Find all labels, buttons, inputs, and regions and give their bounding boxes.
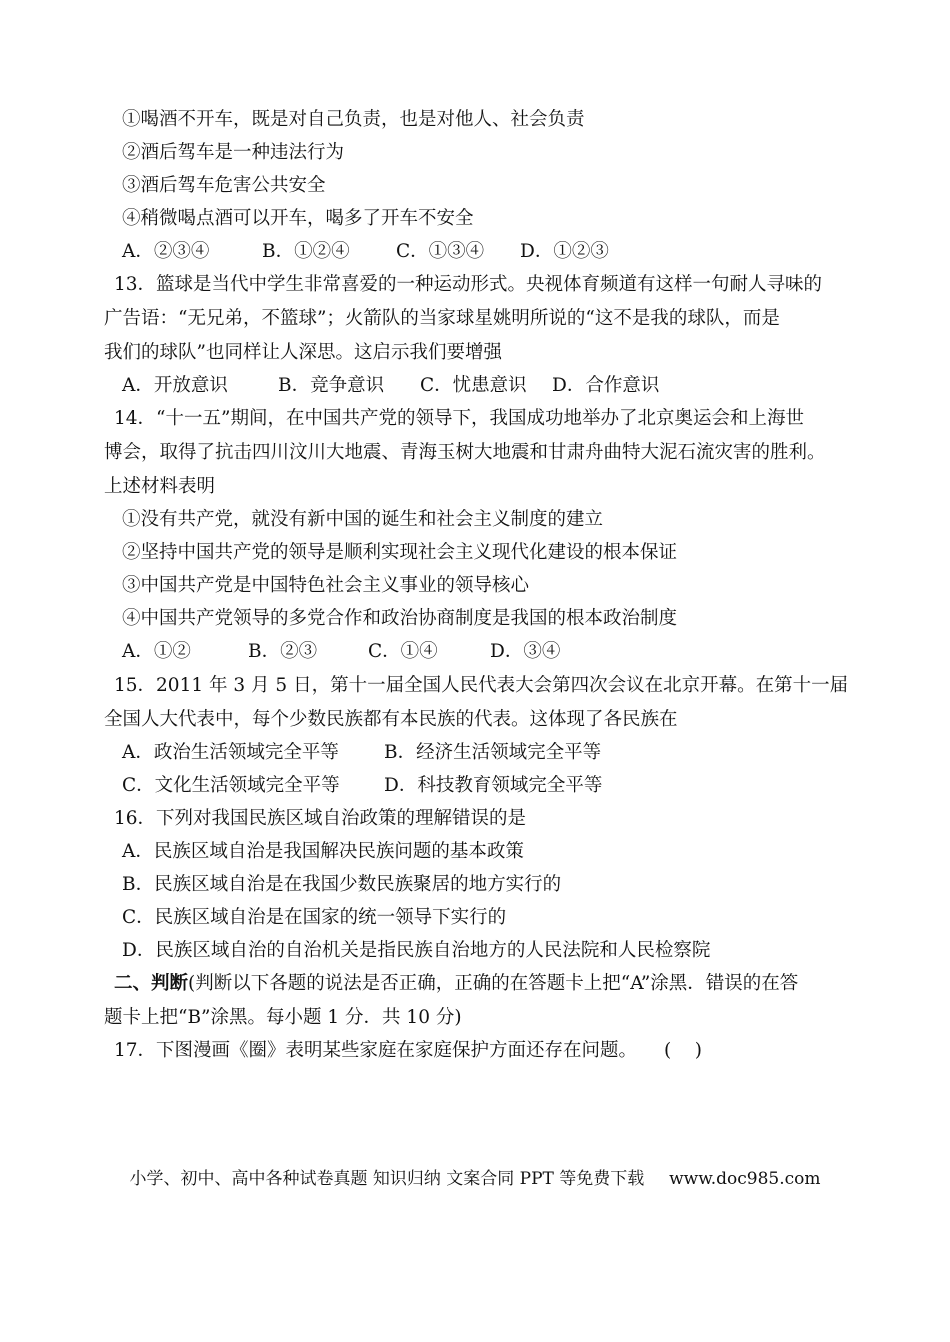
q15-option-c: C．文化生活领域完全平等 — [122, 775, 340, 796]
q14-statement-2: ②坚持中国共产党的领导是顺利实现社会主义现代化建设的根本保证 — [122, 542, 678, 563]
q16-option-a: A．民族区域自治是我国解决民族问题的基本政策 — [122, 841, 524, 862]
q14-line-2: 博会，取得了抗击四川汶川大地震、青海玉树大地震和甘肃舟曲特大泥石流灾害的胜利。 — [104, 442, 826, 463]
q17-line — [114, 1034, 702, 1067]
q13-line-2: 广告语：“无兄弟，不篮球”；火箭队的当家球星姚明所说的“这不是我的球队，而是 — [104, 308, 780, 329]
footer — [0, 1164, 950, 1194]
q12-option-c: C．①③④ — [396, 241, 485, 262]
section-2-heading: 二、判断 — [114, 973, 189, 994]
q12-statement-3: ③酒后驾车危害公共安全 — [122, 175, 326, 196]
q13-option-b: B．竞争意识 — [278, 375, 385, 396]
q13-line-1: 13．篮球是当代中学生非常喜爱的一种运动形式。央视体育频道有这样一句耐人寻味的 — [114, 274, 823, 295]
q14-option-c: C．①④ — [368, 641, 438, 662]
q12-statement-1: ①喝酒不开车，既是对自己负责，也是对他人、社会负责 — [122, 109, 585, 130]
q14-statement-1: ①没有共产党，就没有新中国的诞生和社会主义制度的建立 — [122, 509, 604, 530]
footer-text: 小学、初中、高中各种试卷真题 知识归纳 文案合同 PPT 等免费下载 — [129, 1169, 645, 1189]
q16-option-b: B．民族区域自治是在我国少数民族聚居的地方实行的 — [122, 874, 562, 895]
q12-statement-4: ④稍微喝点酒可以开车，喝多了开车不安全 — [122, 208, 474, 229]
q13-option-a: A．开放意识 — [122, 375, 228, 396]
q14-option-a: A．①② — [122, 641, 191, 662]
q12-option-a: A．②③④ — [122, 241, 210, 262]
q13-option-c: C．忧患意识 — [420, 375, 527, 396]
q14-statement-3: ③中国共产党是中国特色社会主义事业的领导核心 — [122, 575, 530, 596]
q12-option-b: B．①②④ — [262, 241, 350, 262]
q15-option-a: A．政治生活领域完全平等 — [122, 742, 339, 763]
q17-answer-parentheses: ( ) — [664, 1040, 702, 1061]
q14-line-3: 上述材料表明 — [104, 476, 216, 497]
q16-option-c: C．民族区域自治是在国家的统一领导下实行的 — [122, 907, 507, 928]
q12-option-d: D．①②③ — [520, 241, 609, 262]
q15-option-d: D．科技教育领域完全平等 — [384, 775, 603, 796]
q13-line-3: 我们的球队”也同样让人深思。这启示我们要增强 — [104, 342, 502, 363]
q14-option-b: B．②③ — [248, 641, 318, 662]
section-2-instruction-line-1 — [114, 967, 798, 1000]
q17-text: 17．下图漫画《圈》表明某些家庭在家庭保护方面还存在问题。 — [114, 1040, 638, 1061]
q12-statement-2: ②酒后驾车是一种违法行为 — [122, 142, 345, 163]
footer-url: www.doc985.com — [669, 1169, 821, 1189]
q14-option-d: D．③④ — [490, 641, 561, 662]
q16-option-d: D．民族区域自治的自治机关是指民族自治地方的人民法院和人民检察院 — [122, 940, 711, 961]
q14-line-1: 14．“十一五”期间，在中国共产党的领导下，我国成功地举办了北京奥运会和上海世 — [114, 408, 804, 429]
section-2-instruction-text: (判断以下各题的说法是否正确，正确的在答题卡上把“A”涂黑．错误的在答 — [188, 973, 799, 994]
q15-option-b: B．经济生活领域完全平等 — [384, 742, 602, 763]
q13-option-d: D．合作意识 — [552, 375, 660, 396]
q15-line-1: 15．2011 年 3 月 5 日，第十一届全国人民代表大会第四次会议在北京开幕。在第十一届 — [114, 675, 849, 696]
q16-line-1: 16．下列对我国民族区域自治政策的理解错误的是 — [114, 808, 527, 829]
q14-statement-4: ④中国共产党领导的多党合作和政治协商制度是我国的根本政治制度 — [122, 608, 678, 629]
section-2-instruction-line-2: 题卡上把“B”涂黑。每小题 1 分．共 10 分) — [104, 1007, 462, 1028]
q15-line-2: 全国人大代表中，每个少数民族都有本民族的代表。这体现了各民族在 — [104, 709, 678, 730]
